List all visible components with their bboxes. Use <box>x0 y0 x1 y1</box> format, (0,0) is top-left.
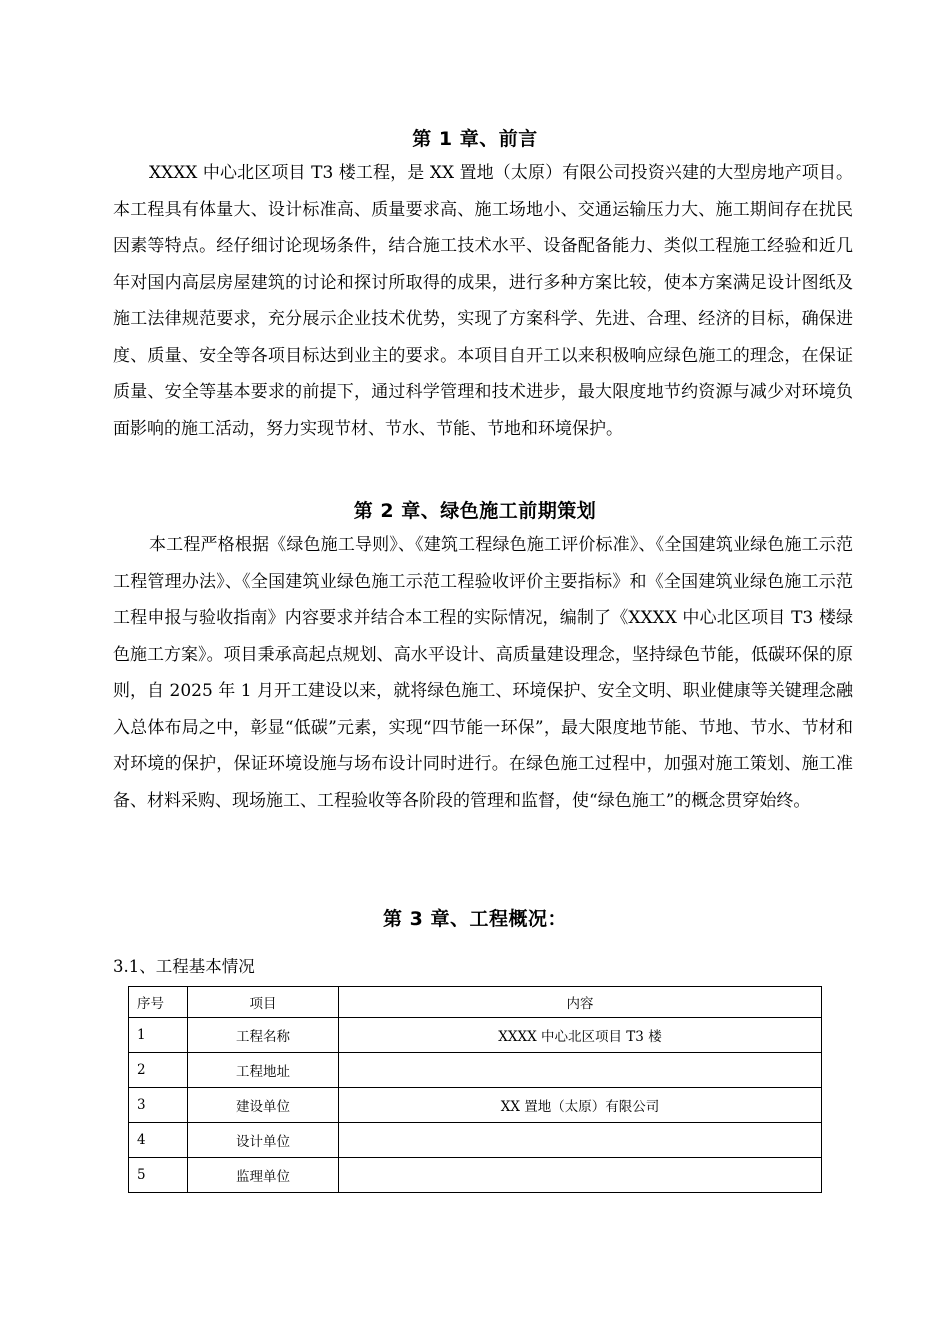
row-num: 4 <box>129 1123 188 1158</box>
row-item: 工程名称 <box>188 1018 339 1053</box>
row-num: 1 <box>129 1018 188 1053</box>
table-row <box>129 1123 822 1158</box>
table-row <box>129 1053 822 1088</box>
table-header-row <box>129 987 822 1018</box>
row-content <box>339 1123 822 1158</box>
section-3-1-title: 3.1、工程基本情况 <box>113 957 255 976</box>
header-content: 内容 <box>339 987 822 1018</box>
table-row <box>129 1088 822 1123</box>
header-num: 序号 <box>129 987 188 1018</box>
header-item: 项目 <box>188 987 339 1018</box>
chapter1-body: XXXX 中心北区项目 T3 楼工程，是 XX 置地（太原）有限公司投资兴建的大型房地产项目。本工程具有体量大、设计标准高、质量要求高、施工场地小、交通运输压力大、施工期间存在扰民因素等特点。经仔细讨论现场条件，结合施工技术水平、设备配备能力、类似工程施工经验和近几年对国内高层房屋建筑的讨论和探讨所取得的成果，进行多种方案比较，使本方案满足设计图纸及施工法律规范要求，充分展示企业技术优势，实现了方案科学、先进、合理、经济的目标，确保进度、质量、安全等各项目标达到业主的要求。本项目自开工以来积极响应绿色施工的理念，在保证质量、安全等基本要求的前提下，通过科学管理和技术进步，最大限度地节约资源与减少对环境负面影响的施工活动，努力实现节材、节水、节能、节地和环境保护。 <box>113 163 853 439</box>
row-num: 3 <box>129 1088 188 1123</box>
chapter2-title: 第 2 章、绿色施工前期策划 <box>353 500 597 522</box>
chapter3-title: 第 3 章、工程概况： <box>383 908 567 930</box>
row-item: 建设单位 <box>188 1088 339 1123</box>
row-item: 设计单位 <box>188 1123 339 1158</box>
row-num: 5 <box>129 1158 188 1193</box>
row-content <box>339 1053 822 1088</box>
table-row <box>129 1158 822 1193</box>
table-row <box>129 1018 822 1053</box>
row-content: XX 置地（太原）有限公司 <box>339 1088 822 1123</box>
row-content: XXXX 中心北区项目 T3 楼 <box>339 1018 822 1053</box>
chapter1-title: 第 1 章、前言 <box>412 128 538 150</box>
row-item: 监理单位 <box>188 1158 339 1193</box>
row-num: 2 <box>129 1053 188 1088</box>
project-info-table <box>128 986 822 1193</box>
row-item: 工程地址 <box>188 1053 339 1088</box>
row-content <box>339 1158 822 1193</box>
chapter2-body: 本工程严格根据《绿色施工导则》、《建筑工程绿色施工评价标准》、《全国建筑业绿色施工示范工程管理办法》、《全国建筑业绿色施工示范工程验收评价主要指标》和《全国建筑业绿色施工示范工程申报与验收指南》内容要求并结合本工程的实际情况，编制了《XXXX 中心北区项目 T3 楼绿色施工方案》。项目秉承高起点规划、高水平设计、高质量建设理念，坚持绿色节能，低碳环保的原则，自 2025 年 1 月开工建设以来，就将绿色施工、环境保护、安全文明、职业健康等关键理念融入总体布局之中，彰显“低碳”元素，实现“四节能一环保”，最大限度地节能、节地、节水、节材和对环境的保护，保证环境设施与场布设计同时进行。在绿色施工过程中，加强对施工策划、施工准备、材料采购、现场施工、工程验收等各阶段的管理和监督，使“绿色施工”的概念贯穿始终。 <box>113 535 853 811</box>
